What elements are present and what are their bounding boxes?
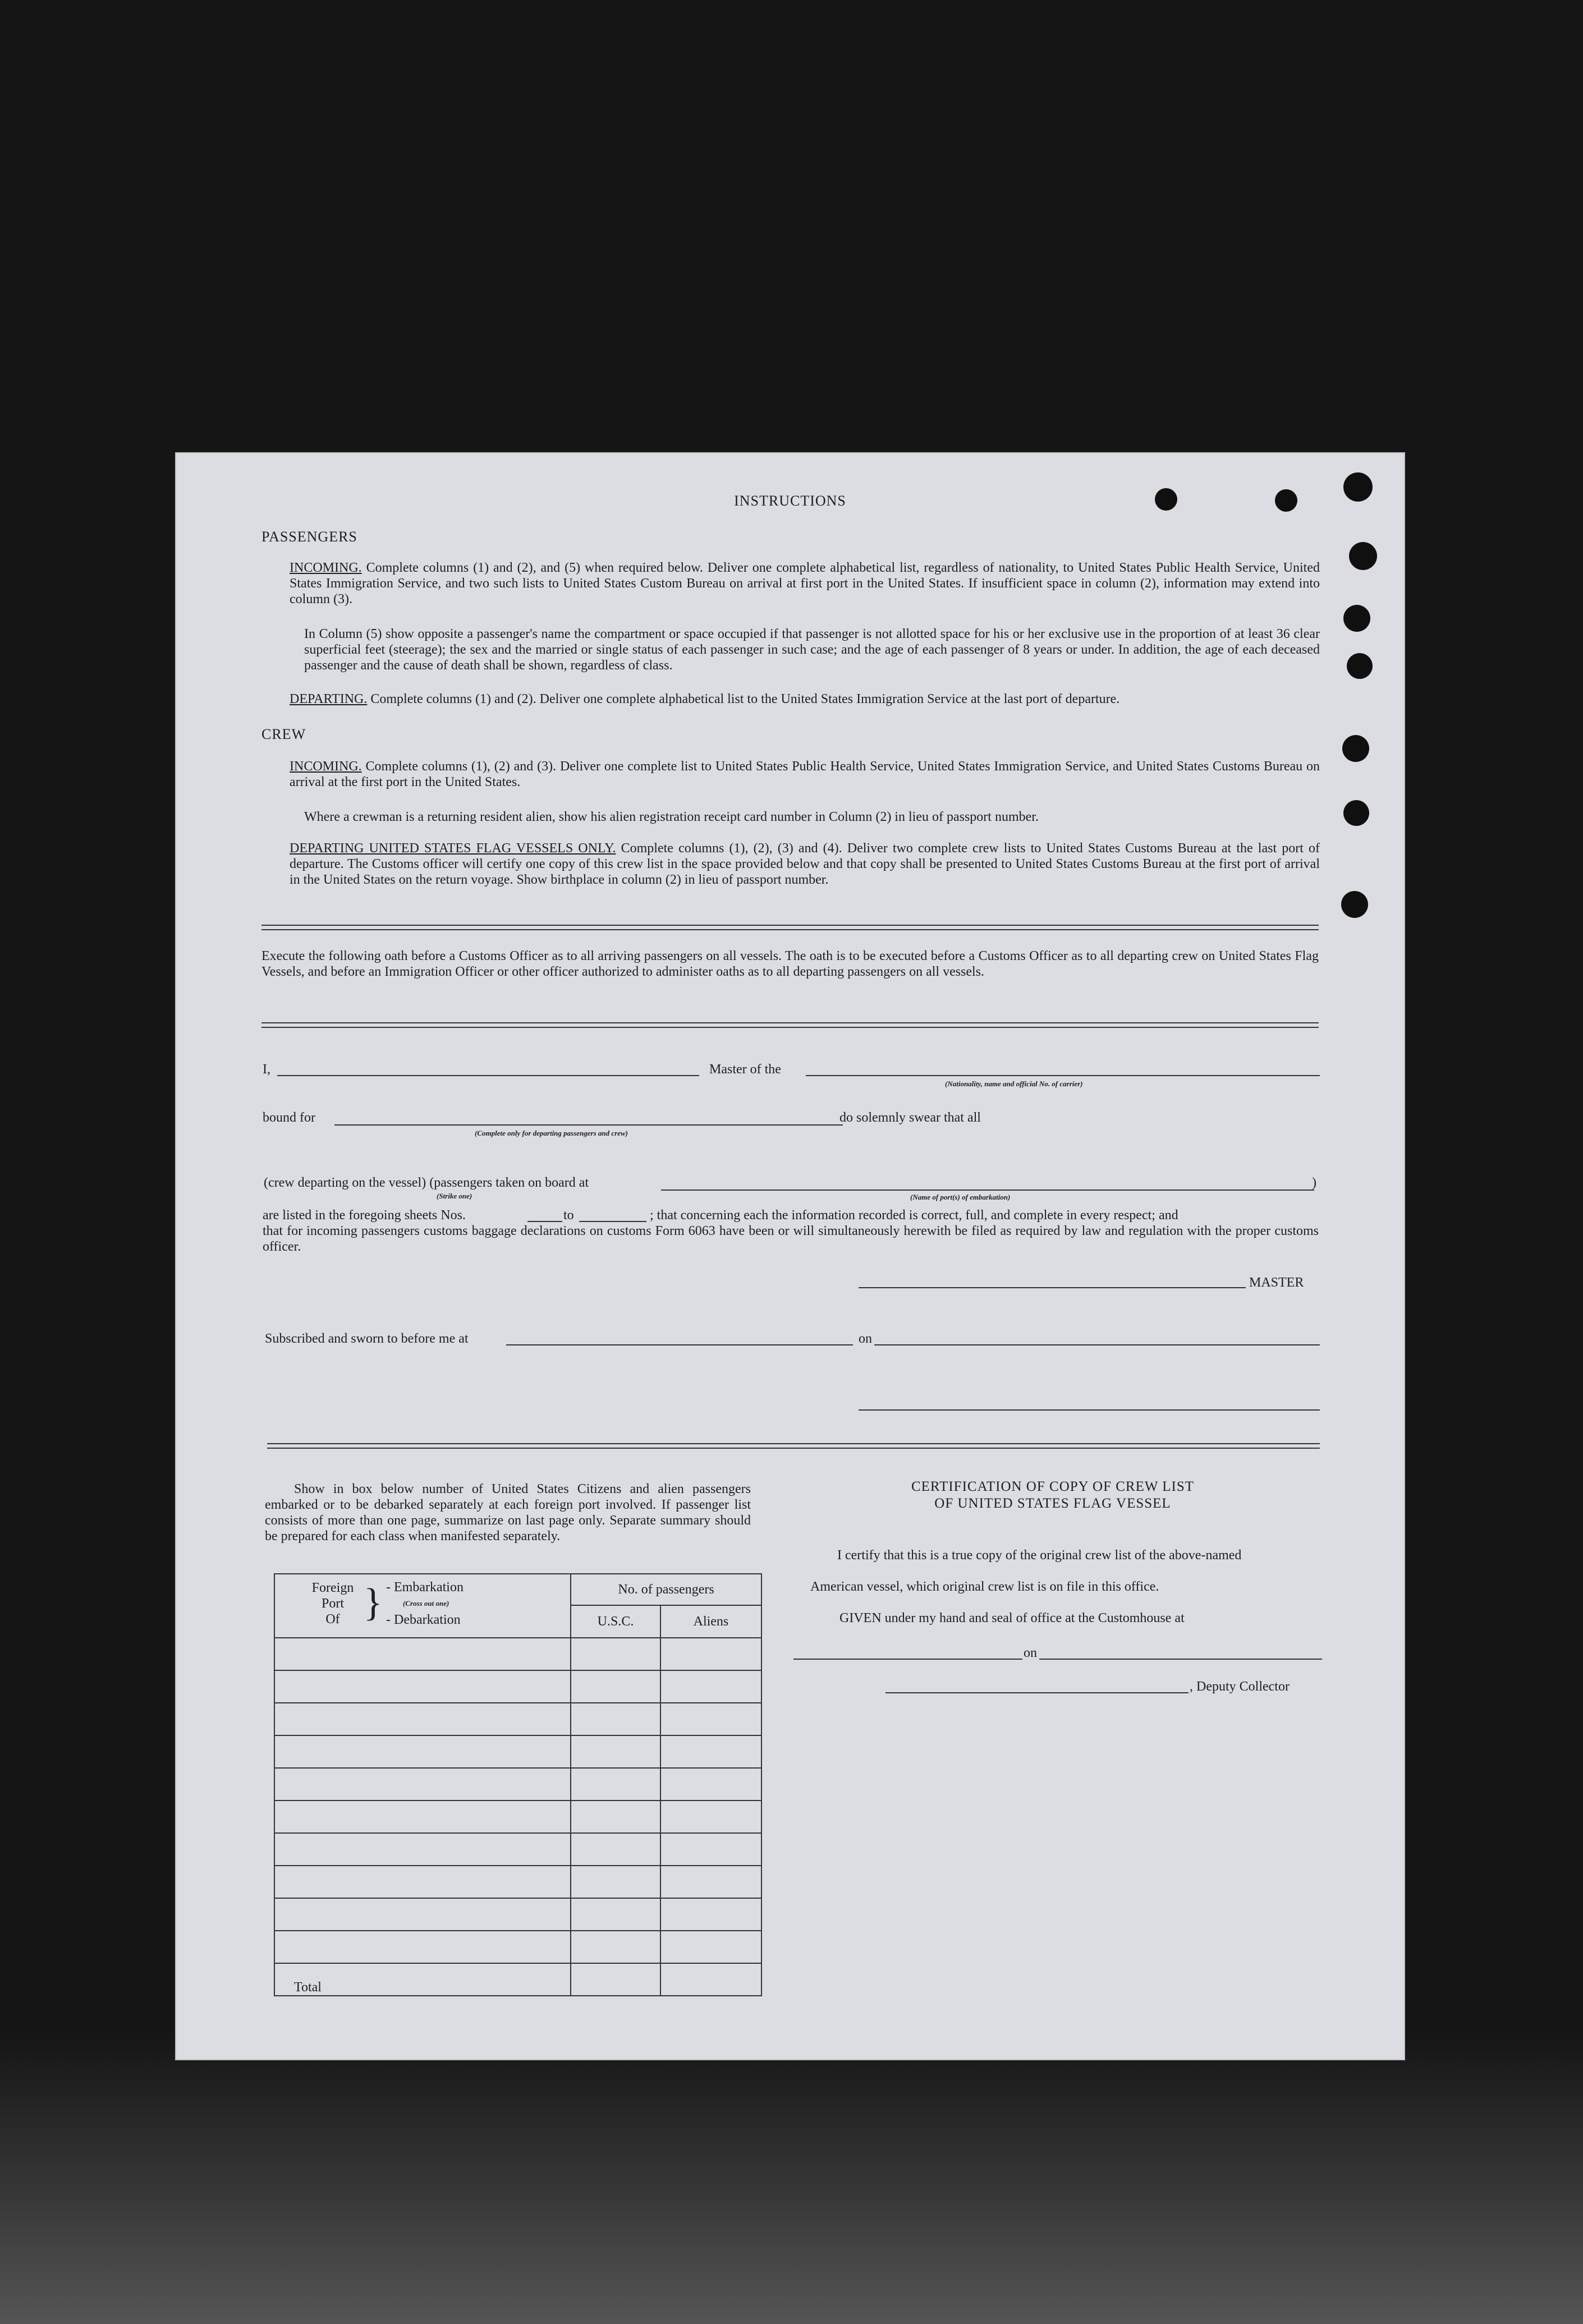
subscribed-date-field[interactable] [874, 1344, 1320, 1345]
port-note: (Name of port(s) of embarkation) [910, 1193, 1011, 1201]
port-cell[interactable] [274, 1703, 571, 1735]
table-row [274, 1735, 761, 1768]
subscribed-at-field[interactable] [506, 1344, 853, 1345]
passengers-departing-body: Complete columns (1) and (2). Deliver one complete alphabetical list to the United States Immigration Service at the last port of departure. [370, 692, 1120, 706]
customhouse-field[interactable] [793, 1659, 1022, 1660]
certification-date-field[interactable] [1039, 1659, 1322, 1660]
passengers-incoming-label: INCOMING. [290, 561, 362, 575]
aliens-cell[interactable] [660, 1670, 761, 1703]
aliens-cell[interactable] [660, 1801, 761, 1833]
table-row [274, 1833, 761, 1866]
punch-hole [1343, 800, 1369, 826]
listed-text-2: ; that concerning each the information recorded is correct, full, and complete in every respect; and [650, 1208, 1178, 1223]
certification-title-2: OF UNITED STATES FLAG VESSEL [934, 1496, 1171, 1511]
passengers-departing-text [290, 691, 1320, 707]
embarkation-port-field[interactable] [661, 1189, 1314, 1191]
foreign-label: Foreign [311, 1581, 354, 1595]
to-label: to [563, 1208, 574, 1223]
usc-cell[interactable] [571, 1670, 660, 1703]
of-label: Of [325, 1612, 340, 1627]
usc-total-cell[interactable] [571, 1963, 660, 1996]
crew-departing-text [290, 841, 1320, 888]
port-cell[interactable] [274, 1866, 571, 1898]
port-cell[interactable] [274, 1638, 571, 1670]
embarkation-label: - Embarkation [386, 1580, 464, 1595]
summary-instructions: Show in box below number of United States Citizens and alien passengers embarked or to be debarked separately at each foreign port involved. If passenger list consists of more than one page, summarize on last page only. Separate summary should be prepared for each class when manifested separately. [265, 1482, 751, 1544]
cross-out-note: (Cross out one) [403, 1599, 449, 1607]
aliens-cell[interactable] [660, 1866, 761, 1898]
punch-hole [1342, 735, 1369, 762]
port-header-cell [274, 1574, 571, 1638]
port-label: Port [321, 1596, 344, 1611]
subscribed-label: Subscribed and sworn to before me at [265, 1331, 469, 1346]
usc-header: U.S.C. [571, 1605, 660, 1638]
close-paren: ) [1312, 1175, 1316, 1190]
table-row [274, 1866, 761, 1898]
table-row [274, 1768, 761, 1801]
swear-label: do solemnly swear that all [839, 1110, 981, 1125]
crew-incoming-text [290, 759, 1320, 790]
port-cell[interactable] [274, 1898, 571, 1931]
table-row [274, 1670, 761, 1703]
table-row [274, 1703, 761, 1735]
passengers-column5-text: In Column (5) show opposite a passenger's name the compartment or space occupied if that passenger is not allotted space for his or her exclusive use in the proportion of at least 36 clear superficial feet (steerage); the sex and the married or single status of each passenger in such case; and the age of each passenger of 8 years or under. In addition, the age of each deceased passenger and the cause of death shall be shown, regardless of class. [304, 627, 1320, 673]
crew-departing-label: DEPARTING UNITED STATES FLAG VESSELS ONLY. [290, 841, 616, 856]
passengers-incoming-body: Complete columns (1) and (2), and (5) when required below. Deliver one complete alphabetical list, regardless of nationality, to United States Public Health Service, United States Immigration Service, and two such lists to United States Custom Bureau on arrival at first port in the United States. If insufficient space in column (2), information may extend into column (3). [290, 561, 1320, 607]
crew-departing-label: (crew departing on the vessel) (passengers taken on board at [264, 1175, 589, 1190]
port-cell[interactable] [274, 1931, 571, 1963]
passenger-summary-table [274, 1573, 762, 1996]
usc-cell[interactable] [571, 1866, 660, 1898]
usc-cell[interactable] [571, 1801, 660, 1833]
crew-departing-body: Complete columns (1), (2), (3) and (4). Deliver two complete crew lists to United States Customs Bureau at the last port of departure. The Customs officer will certify one copy of this crew list in the space provided below and that copy shall be presented to United States Customs Bureau at the first port of arrival in the United States on the return voyage. Show birthplace in column (2) in lieu of passport number. [290, 841, 1320, 887]
passengers-incoming-text [290, 560, 1320, 607]
crew-resident-text: Where a crewman is a returning resident alien, show his alien registration receipt card number in Column (2) in lieu of passport number. [304, 810, 1039, 824]
listed-text-1: are listed in the foregoing sheets Nos. [263, 1208, 466, 1223]
table-header-row [274, 1574, 761, 1605]
crew-incoming-label: INCOMING. [290, 759, 362, 774]
complete-note: (Complete only for departing passengers and crew) [475, 1129, 628, 1137]
master-name-field[interactable] [277, 1075, 699, 1076]
given-text: GIVEN under my hand and seal of office at the Customhouse at [839, 1611, 1185, 1625]
punch-hole [1343, 605, 1370, 632]
total-label: Total [274, 1963, 571, 1996]
port-cell[interactable] [274, 1801, 571, 1833]
punch-hole [1341, 891, 1368, 918]
master-of-label: Master of the [709, 1062, 781, 1077]
sheets-from-field[interactable] [527, 1221, 562, 1222]
usc-cell[interactable] [571, 1768, 660, 1801]
aliens-total-cell[interactable] [660, 1963, 761, 1996]
form-sheet [175, 452, 1405, 2060]
aliens-cell[interactable] [660, 1768, 761, 1801]
table-row [274, 1638, 761, 1670]
no-passengers-header: No. of passengers [571, 1574, 761, 1605]
aliens-cell[interactable] [660, 1735, 761, 1768]
table-row [274, 1801, 761, 1833]
divider [261, 1022, 1319, 1028]
passengers-departing-label: DEPARTING. [290, 692, 368, 706]
crew-heading: CREW [261, 726, 306, 742]
certification-title-1: CERTIFICATION OF COPY OF CREW LIST [911, 1479, 1195, 1494]
carrier-field[interactable] [806, 1075, 1320, 1076]
table-row [274, 1898, 761, 1931]
aliens-cell[interactable] [660, 1833, 761, 1866]
total-row [274, 1963, 761, 1996]
usc-cell[interactable] [571, 1833, 660, 1866]
page-title: INSTRUCTIONS [734, 493, 846, 509]
deputy-collector-label: , Deputy Collector [1190, 1679, 1290, 1694]
on-label: on [859, 1331, 872, 1346]
usc-cell[interactable] [571, 1898, 660, 1931]
certify-text: I certify that this is a true copy of the original crew list of the above-named [837, 1548, 1242, 1563]
nationality-note: (Nationality, name and official No. of carrier) [945, 1080, 1083, 1088]
punch-hole [1349, 542, 1377, 570]
crew-incoming-body: Complete columns (1), (2) and (3). Deliver one complete list to United States Public Health Service, United States Immigration Service, and United States Customs Bureau on arrival at the first port in the United States. [290, 759, 1320, 789]
port-cell[interactable] [274, 1768, 571, 1801]
master-signature-field[interactable] [859, 1287, 1246, 1288]
divider [267, 1443, 1320, 1449]
strike-note: (Strike one) [437, 1192, 472, 1200]
sheets-to-field[interactable] [579, 1221, 646, 1222]
aliens-cell[interactable] [660, 1638, 761, 1670]
oath-i-label: I, [263, 1062, 270, 1077]
bound-for-field[interactable] [334, 1124, 843, 1126]
usc-cell[interactable] [571, 1735, 660, 1768]
port-cell[interactable] [274, 1670, 571, 1703]
table-row [274, 1931, 761, 1963]
aliens-cell[interactable] [660, 1931, 761, 1963]
aliens-cell[interactable] [660, 1703, 761, 1735]
passengers-heading: PASSENGERS [261, 529, 357, 545]
officer-signature-field[interactable] [859, 1409, 1320, 1411]
master-label: MASTER [1249, 1275, 1304, 1290]
aliens-header: Aliens [660, 1605, 761, 1638]
scan-background [0, 2032, 1583, 2324]
usc-cell[interactable] [571, 1931, 660, 1963]
bound-for-label: bound for [263, 1110, 315, 1125]
debarkation-label: - Debarkation [386, 1613, 461, 1627]
port-cell[interactable] [274, 1735, 571, 1768]
certification-on-label: on [1024, 1646, 1037, 1660]
deputy-signature-field[interactable] [885, 1692, 1189, 1693]
usc-cell[interactable] [571, 1638, 660, 1670]
divider [261, 925, 1319, 930]
oath-intro: Execute the following oath before a Customs Officer as to all arriving passengers on all vessels. The oath is to be executed before a Customs Officer as to all departing crew on United States Flag Vessels, and before an Immigration Officer or other officer authorized to administer oaths as to all departing passengers on all vessels. [261, 949, 1319, 979]
listed-text-3: that for incoming passengers customs baggage declarations on customs Form 6063 have been or will simultaneously herewith be filed as required by law and regulation with the proper customs officer. [263, 1224, 1319, 1254]
american-vessel-text: American vessel, which original crew list is on file in this office. [810, 1579, 1159, 1594]
port-cell[interactable] [274, 1833, 571, 1866]
punch-hole [1347, 653, 1373, 679]
usc-cell[interactable] [571, 1703, 660, 1735]
brace: } [364, 1581, 383, 1624]
aliens-cell[interactable] [660, 1898, 761, 1931]
